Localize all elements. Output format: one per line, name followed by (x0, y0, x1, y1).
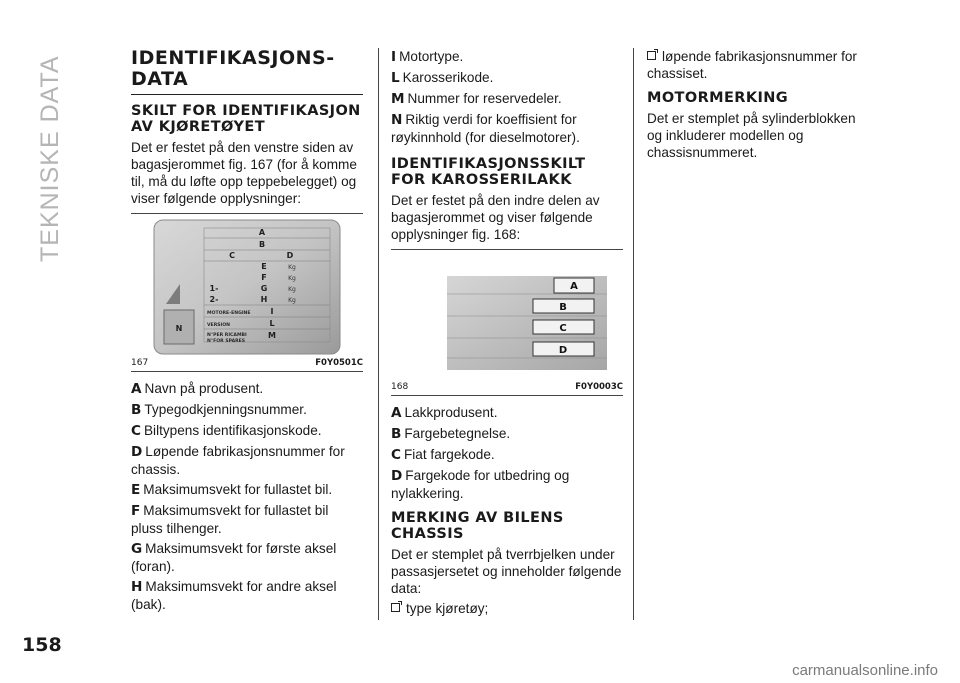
list-item (391, 404, 623, 422)
plate-label-d: D (286, 251, 294, 260)
item-key: D (131, 444, 143, 460)
item-text: Fargebetegnelse. (404, 426, 511, 441)
list-item (391, 111, 623, 146)
column-3 (647, 48, 857, 164)
list-item (131, 540, 363, 575)
item-text: Riktig verdi for koeffisient for røykinnhold (for dieselmotorer). (391, 112, 580, 145)
figure-code: F0Y0501C (315, 358, 363, 368)
item-key: E (131, 482, 141, 498)
plate-label-c: C (229, 251, 235, 260)
figure-caption (131, 358, 363, 372)
plate-version: VERSION (207, 323, 230, 328)
plate-ricambi: N°PER RICAMBI (207, 333, 247, 338)
plate-kg: Kg (288, 264, 296, 271)
paint-plate-figure (407, 254, 607, 382)
item-text: Maksimumsvekt for fullastet bil. (143, 482, 333, 497)
item-key: B (391, 426, 402, 442)
list-item (131, 481, 363, 499)
column-1 (131, 48, 363, 616)
bullet-text: type kjøretøy; (406, 601, 489, 616)
item-key: L (391, 70, 400, 86)
plate-label-h: H (260, 295, 268, 304)
list-item (131, 380, 363, 398)
item-text: Lakkprodusent. (404, 405, 498, 420)
figure-rule (391, 249, 623, 250)
page-number: 158 (22, 634, 62, 656)
section-heading: IDENTIFIKASJONS-DATA (131, 48, 363, 95)
item-key: H (131, 579, 143, 595)
identification-plate-figure (152, 218, 342, 358)
item-key: A (391, 405, 402, 421)
item-key: C (131, 423, 141, 439)
list-item (131, 422, 363, 440)
item-text: Typegodkjenningsnummer. (144, 402, 307, 417)
bullet-square-icon (647, 51, 656, 60)
plate-motore: MOTORE-ENGINE (207, 311, 251, 316)
plate-label-a: A (258, 228, 266, 237)
item-text: Motortype. (399, 49, 464, 64)
figure-caption (391, 382, 623, 396)
column-divider (633, 48, 634, 620)
list-item (391, 48, 623, 66)
sub-heading: MOTORMERKING (647, 90, 789, 106)
item-text: Maksimumsvekt for første aksel (foran). (131, 541, 337, 574)
item-key: N (391, 112, 403, 128)
intro-paragraph: Det er festet på den indre delen av bagasjerommet og viser følgende opplysninger fig. 168: (391, 193, 600, 242)
paint-label-b: B (559, 302, 567, 313)
plate-label-n: N (175, 324, 183, 333)
item-text: Karosserikode. (402, 70, 494, 85)
plate-label-1: 1- (209, 284, 219, 293)
plate-label-i: I (270, 307, 274, 316)
plate-label-e: E (261, 262, 267, 271)
sub-heading: MERKING AV BILENS CHASSIS (391, 510, 564, 542)
column-divider (378, 48, 379, 620)
plate-spares: N°FOR SPARES (207, 339, 246, 344)
bullet-square-icon (391, 603, 400, 612)
plate-label-g: G (260, 284, 268, 293)
list-item (131, 443, 363, 478)
list-item (131, 578, 363, 613)
plate-label-l: L (269, 319, 275, 328)
paragraph: Det er stemplet på sylinderblokken og inkluderer modellen og chassisnummeret. (647, 111, 856, 160)
list-item (131, 502, 363, 537)
sub-heading: IDENTIFIKASJONSSKILT FOR KAROSSERILAKK (391, 156, 586, 188)
watermark: carmanualsonline.info (792, 662, 938, 679)
item-key: M (391, 91, 405, 107)
figure-code: F0Y0003C (575, 382, 623, 392)
item-key: D (391, 468, 403, 484)
plate-kg: Kg (288, 297, 296, 304)
item-text: Fiat fargekode. (403, 447, 495, 462)
bullet-item (647, 48, 857, 82)
figure-number: 167 (131, 358, 149, 368)
item-text: Biltypens identifikasjonskode. (143, 423, 322, 438)
item-key: F (131, 503, 141, 519)
bullet-text: løpende fabrikasjonsnummer for chassiset. (647, 49, 857, 81)
plate-label-b: B (258, 240, 266, 249)
list-item (391, 446, 623, 464)
item-text: Maksimumsvekt for andre aksel (bak). (131, 579, 337, 612)
figure-rule (131, 213, 363, 214)
paint-label-a: A (570, 281, 578, 292)
list-item (391, 90, 623, 108)
list-item (131, 401, 363, 419)
list-item (391, 69, 623, 87)
plate-label-2: 2- (209, 295, 219, 304)
plate-label-m: M (268, 331, 276, 340)
item-text: Fargekode for utbedring og nylakkering. (391, 468, 570, 501)
column-2 (391, 48, 623, 620)
item-key: G (131, 541, 143, 557)
item-text: Nummer for reservedeler. (407, 91, 562, 106)
section-side-title: TEKNISKE DATA (36, 55, 64, 262)
item-key: B (131, 402, 142, 418)
item-key: I (391, 49, 397, 65)
item-key: A (131, 381, 142, 397)
paint-label-d: D (558, 345, 568, 356)
item-text: Løpende fabrikasjonsnummer for chassis. (131, 444, 345, 477)
item-key: C (391, 447, 401, 463)
figure-number: 168 (391, 382, 409, 392)
plate-kg: Kg (288, 286, 296, 293)
sub-heading: SKILT FOR IDENTIFIKASJON AV KJØRETØYET (131, 103, 361, 135)
item-text: Navn på produsent. (144, 381, 264, 396)
plate-kg: Kg (288, 275, 296, 282)
list-item (391, 425, 623, 443)
paint-label-c: C (559, 323, 567, 334)
intro-paragraph: Det er festet på den venstre siden av bagasjerommet fig. 167 (for å komme til, må du løfte opp teppebelegget) og viser følgende opplysninger: (131, 140, 357, 206)
list-item (391, 467, 623, 502)
item-text: Maksimumsvekt for fullastet bil pluss tilhenger. (131, 503, 329, 536)
plate-label-f: F (261, 273, 267, 282)
intro-paragraph: Det er stemplet på tverrbjelken under passasjersetet og inneholder følgende data: (391, 547, 622, 596)
bullet-item (391, 600, 623, 617)
